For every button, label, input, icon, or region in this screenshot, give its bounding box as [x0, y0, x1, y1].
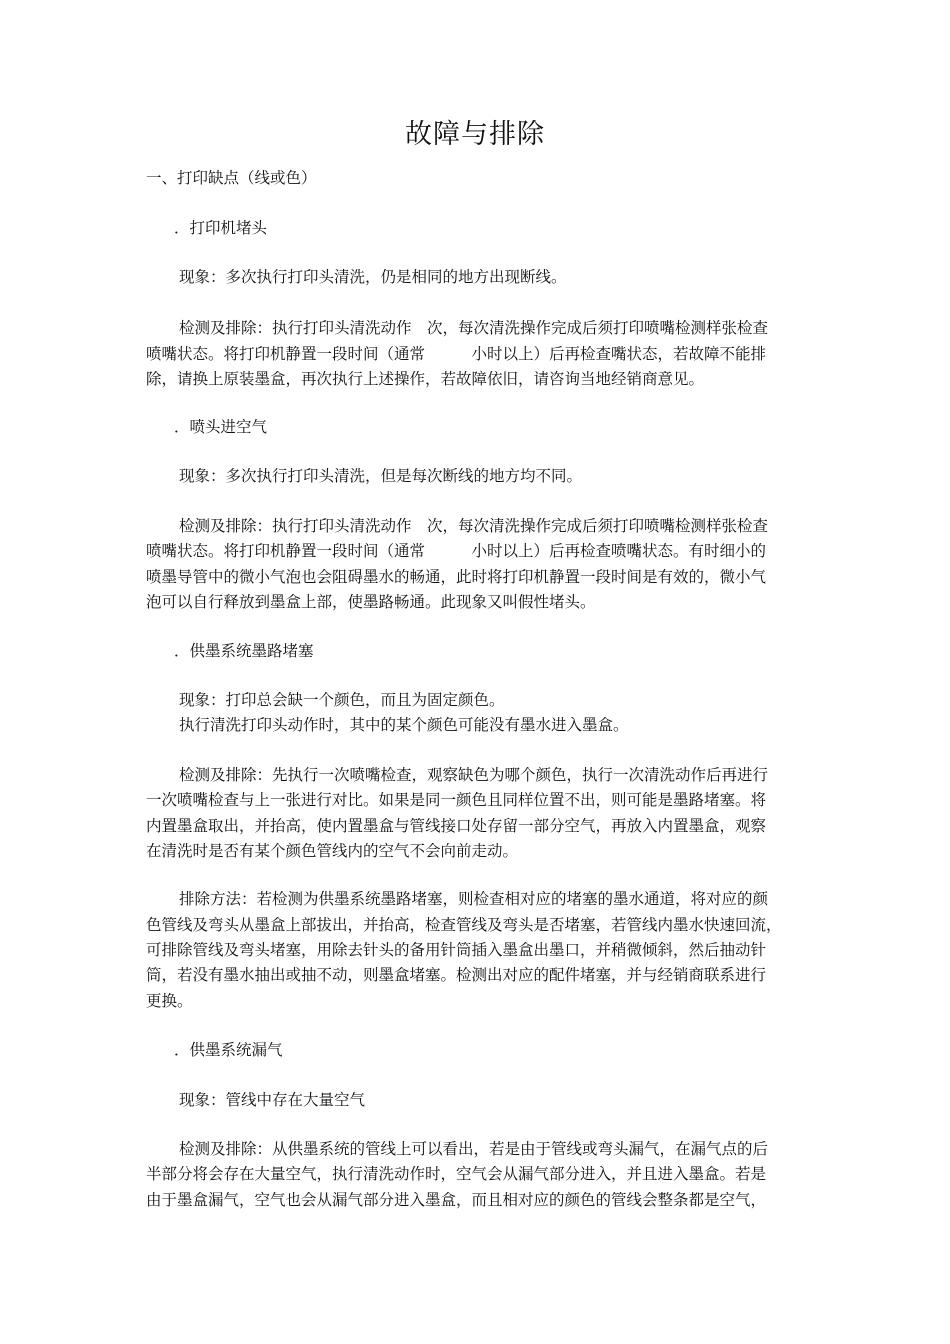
- detection-text-line: 泡可以自行释放到墨盒上部，使墨路畅通。此现象又叫假性堵头。: [146, 593, 596, 611]
- phenomenon-text: 现象：管线中存在大量空气: [179, 1091, 366, 1109]
- phenomenon-text: 现象：多次执行打印头清洗，仍是相同的地方出现断线。: [179, 268, 567, 286]
- subsection-heading-air-in-head: ．喷头进空气: [174, 418, 268, 436]
- detection-text-line: 检测及排除：执行打印头清洗动作 次，每次清洗操作完成后须打印喷嘴检测样张检查: [179, 517, 769, 535]
- method-text-line: 色管线及弯头从墨盒上部拔出，并抬高，检查管线及弯头是否堵塞，若管线内墨水快速回流，: [146, 916, 782, 934]
- detection-text-line: 检测及排除：从供墨系统的管线上可以看出，若是由于管线或弯头漏气，在漏气点的后: [179, 1140, 769, 1158]
- detection-text-line: 由于墨盒漏气，空气也会从漏气部分进入墨盒，而且相对应的颜色的管线会整条都是空气，: [146, 1191, 767, 1209]
- method-text-line: 更换。: [146, 992, 193, 1010]
- detection-text-line: 一次喷嘴检查与上一张进行对比。如果是同一颜色且同样位置不出，则可能是墨路堵塞。将: [146, 791, 767, 809]
- method-text-line: 排除方法：若检测为供墨系统墨路堵塞，则检查相对应的堵塞的墨水通道，将对应的颜: [179, 890, 769, 908]
- phenomenon-text: 现象：打印总会缺一个颜色，而且为固定颜色。: [179, 691, 505, 709]
- section-heading-print-defects: 一、打印缺点（线或色）: [146, 169, 317, 187]
- subsection-heading-ink-path-blocked: ．供墨系统墨路堵塞: [174, 642, 314, 660]
- phenomenon-text: 现象：多次执行打印头清洗，但是每次断线的地方均不同。: [179, 467, 583, 485]
- method-text-line: 筒，若没有墨水抽出或抽不动，则墨盒堵塞。检测出对应的配件堵塞，并与经销商联系进行: [146, 966, 767, 984]
- detection-text-line: 除，请换上原装墨盒，再次执行上述操作，若故障依旧，请咨询当地经销商意见。: [146, 370, 705, 388]
- subsection-heading-air-leak: ．供墨系统漏气: [174, 1041, 283, 1059]
- detection-text-line: 喷墨导管中的微小气泡也会阻碍墨水的畅通，此时将打印机静置一段时间是有效的，微小气: [146, 568, 767, 586]
- page-title: 故障与排除: [405, 119, 545, 150]
- detection-text-line: 半部分将会存在大量空气，执行清洗动作时，空气会从漏气部分进入，并且进入墨盒。若是: [146, 1165, 767, 1183]
- detection-text-line: 内置墨盒取出，并抬高，使内置墨盒与管线接口处存留一部分空气，再放入内置墨盒，观察: [146, 817, 767, 835]
- detection-text-line: 在清洗时是否有某个颜色管线内的空气不会向前走动。: [146, 842, 519, 860]
- method-text-line: 可排除管线及弯头堵塞，用除去针头的备用针筒插入墨盒出墨口，并稍微倾斜，然后抽动针: [146, 941, 767, 959]
- phenomenon-text: 执行清洗打印头动作时，其中的某个颜色可能没有墨水进入墨盒。: [179, 716, 629, 734]
- subsection-heading-head-clog: ．打印机堵头: [174, 219, 268, 237]
- detection-text-line: 喷嘴状态。将打印机静置一段时间（通常 小时以上）后再检查喷嘴状态。有时细小的: [146, 542, 767, 560]
- detection-text-line: 喷嘴状态。将打印机静置一段时间（通常 小时以上）后再检查嘴状态，若故障不能排: [146, 345, 767, 363]
- detection-text-line: 检测及排除：先执行一次喷嘴检查，观察缺色为哪个颜色，执行一次清洗动作后再进行: [179, 766, 769, 784]
- detection-text-line: 检测及排除：执行打印头清洗动作 次，每次清洗操作完成后须打印喷嘴检测样张检查: [179, 319, 769, 337]
